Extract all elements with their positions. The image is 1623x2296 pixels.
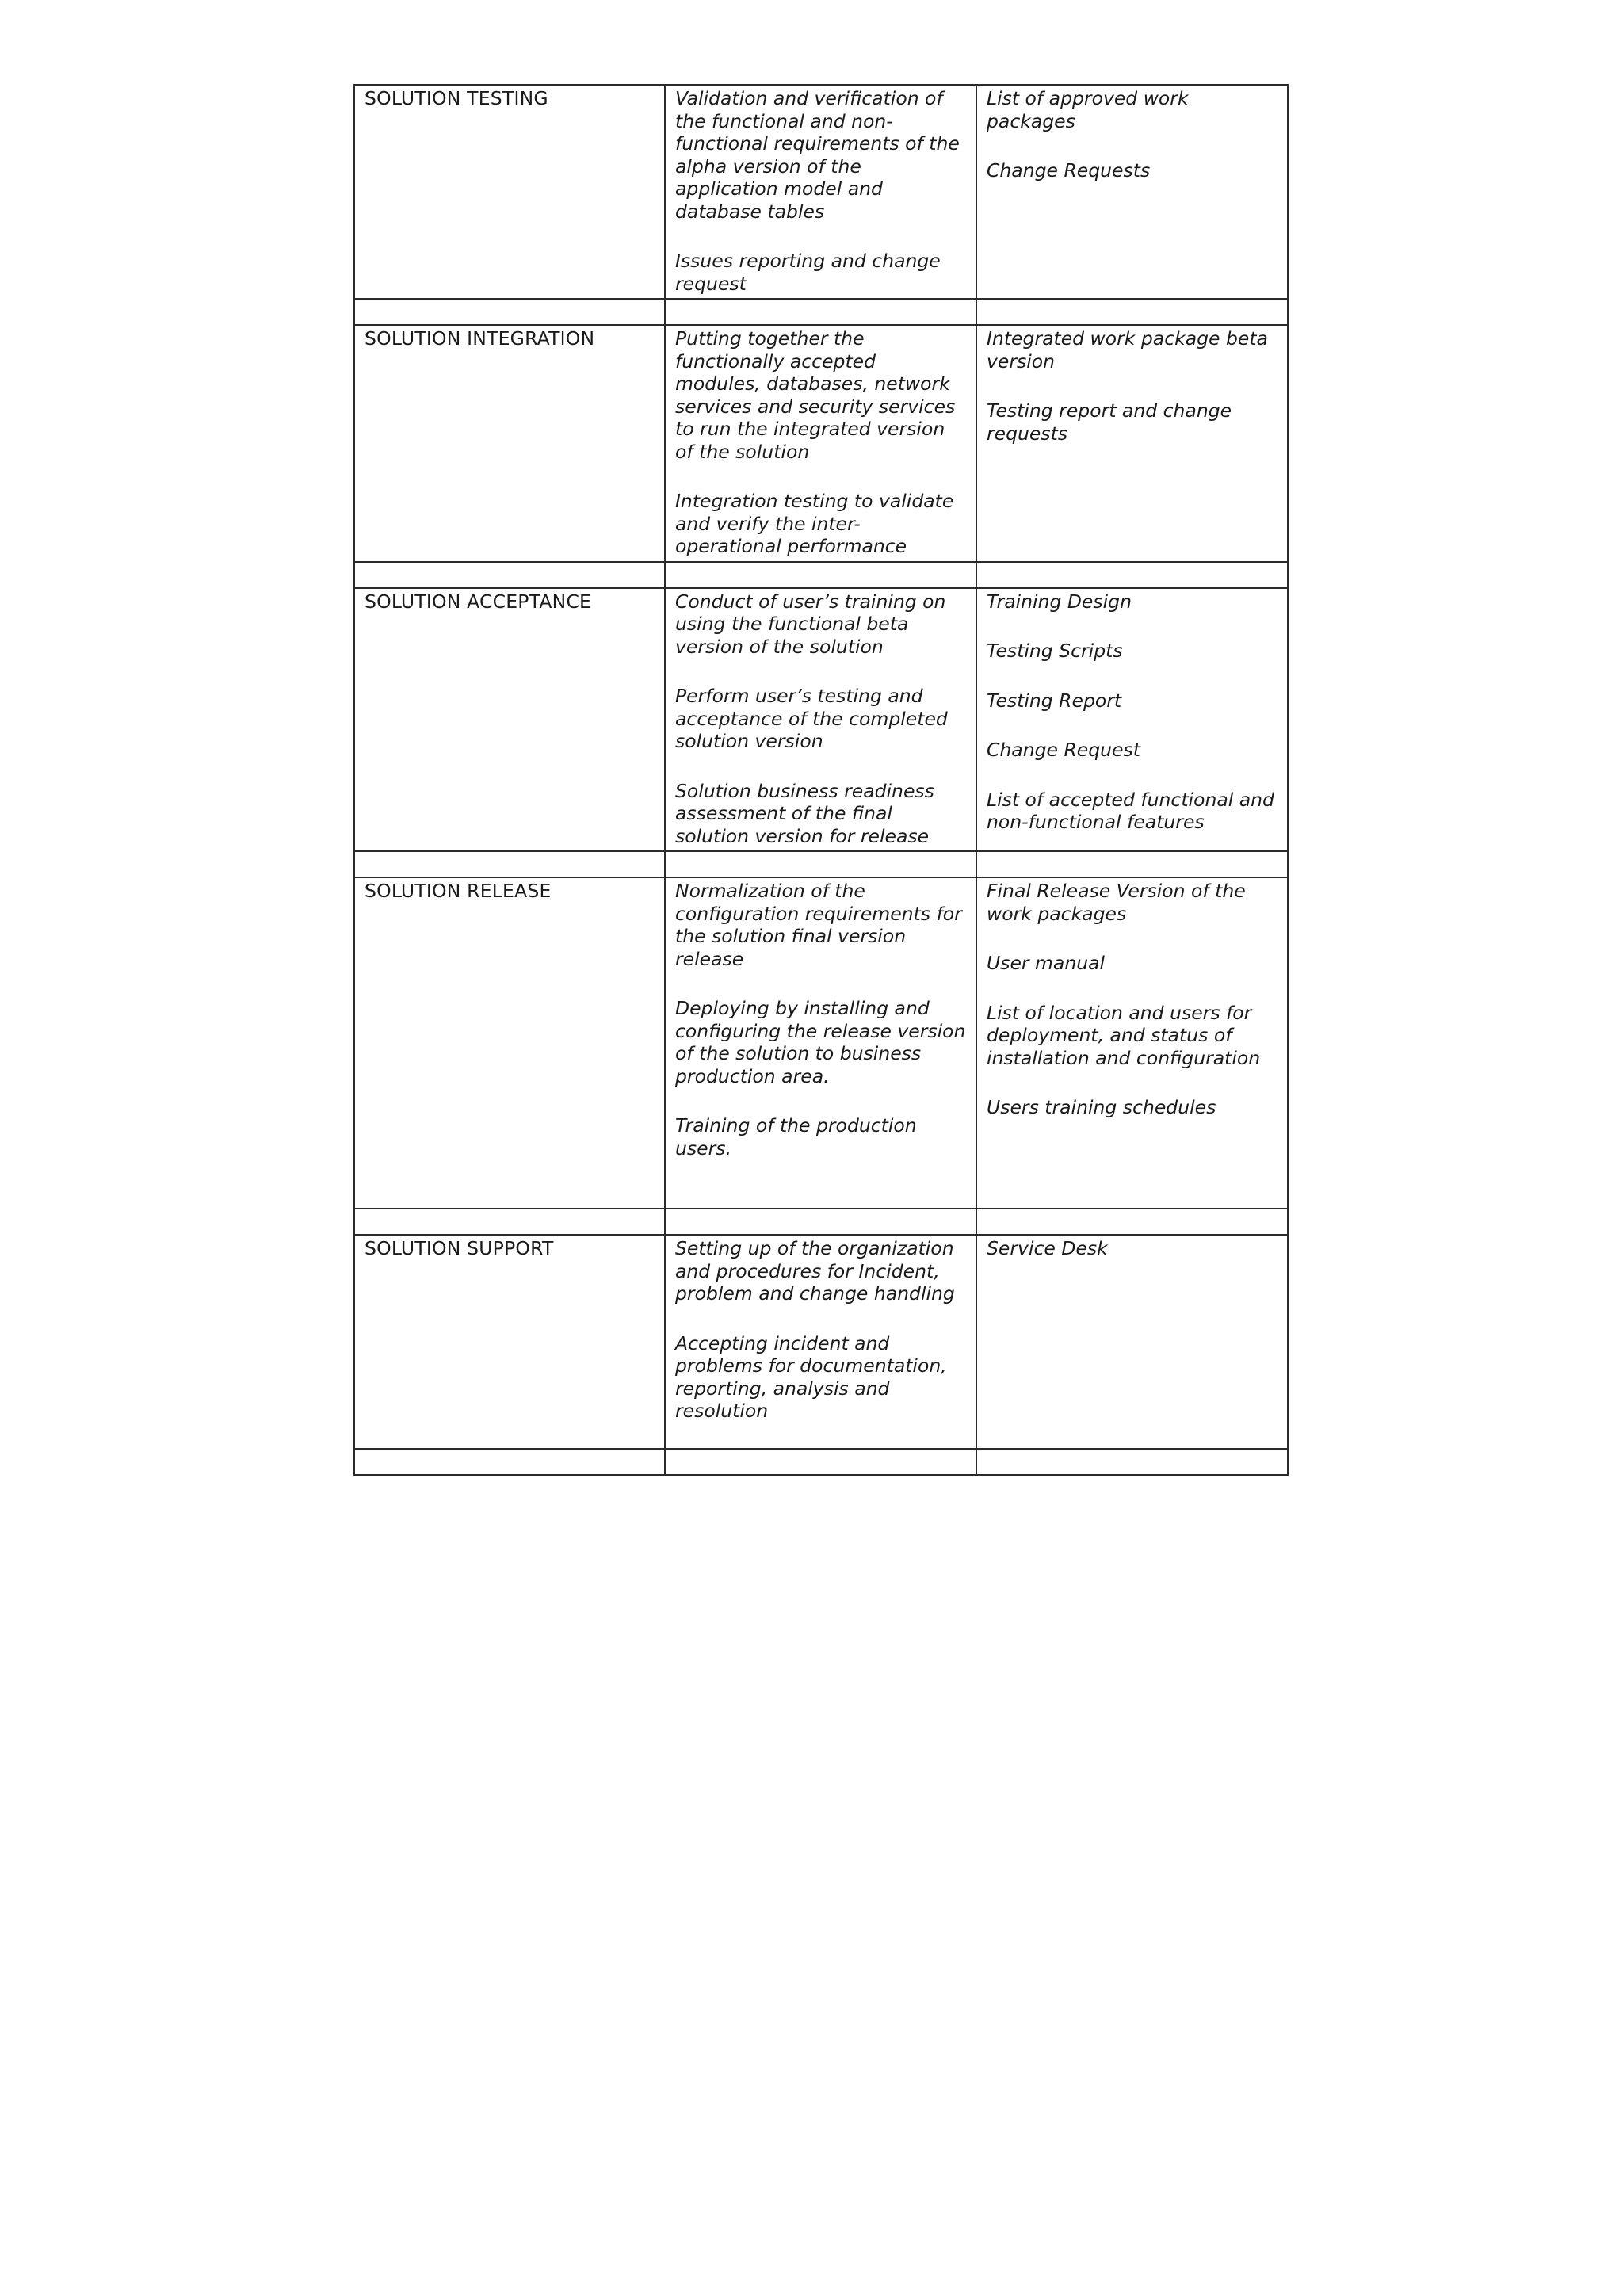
deliverable-item: Training Design	[987, 590, 1132, 613]
table-row-solution-testing	[354, 85, 1288, 299]
activity-item: Conduct of user’s training on using the functional beta version of the solution	[675, 590, 946, 658]
deliverables-cell	[976, 877, 1288, 1209]
activity-item: Solution business readiness assessment of the final solution version for release	[675, 779, 934, 847]
activity-item: Putting together the functionally accepted modules, databases, network services and security services to run the integrated version of the solution	[675, 327, 956, 463]
deliverable-item: Integrated work package beta version	[987, 327, 1268, 372]
spacer-row	[354, 851, 1288, 877]
activities-cell	[665, 588, 976, 852]
phase-cell	[354, 588, 665, 852]
deliverable-item: Final Release Version of the work packages	[987, 880, 1246, 925]
activity-item: Training of the production users.	[675, 1114, 917, 1159]
activity-item: Accepting incident and problems for documentation, reporting, analysis and resolution	[675, 1331, 947, 1422]
phase-name: SOLUTION ACCEPTANCE	[365, 590, 592, 613]
deliverables-cell	[976, 325, 1288, 562]
spacer-row	[354, 1449, 1288, 1475]
table-row-solution-release	[354, 877, 1288, 1209]
activity-item: Integration testing to validate and verify the inter-operational performance	[675, 490, 954, 557]
deliverable-item: Service Desk	[987, 1237, 1108, 1259]
phase-name: SOLUTION SUPPORT	[365, 1237, 554, 1259]
phase-cell	[354, 85, 665, 299]
activity-item: Validation and verification of the functional and non-functional requirements of the alpha version of the application model and database tables	[675, 87, 960, 223]
phase-name: SOLUTION INTEGRATION	[365, 327, 595, 350]
deliverable-item: Testing report and change requests	[987, 399, 1232, 445]
deliverable-item: Testing Scripts	[987, 640, 1123, 662]
spacer-row	[354, 562, 1288, 588]
deliverables-cell	[976, 1235, 1288, 1449]
deliverable-item: Change Request	[987, 739, 1140, 761]
activity-item: Setting up of the organization and procedures for Incident, problem and change handling	[675, 1237, 955, 1305]
deliverable-item: List of accepted functional and non-functional features	[987, 788, 1274, 833]
deliverable-item: List of location and users for deployment, and status of installation and configuration	[987, 1001, 1261, 1069]
phase-name: SOLUTION RELEASE	[365, 880, 552, 902]
phase-name: SOLUTION TESTING	[365, 87, 548, 109]
activity-item: Perform user’s testing and acceptance of the completed solution version	[675, 685, 948, 752]
activities-cell	[665, 325, 976, 562]
activities-cell	[665, 1235, 976, 1449]
phase-cell	[354, 877, 665, 1209]
deliverable-item: User manual	[987, 952, 1106, 974]
deliverable-item: Testing Report	[987, 689, 1122, 712]
table-row-solution-acceptance	[354, 588, 1288, 852]
spacer-row	[354, 299, 1288, 325]
table-row-solution-integration	[354, 325, 1288, 562]
activities-cell	[665, 85, 976, 299]
deliverables-cell	[976, 588, 1288, 852]
table-row-solution-support	[354, 1235, 1288, 1449]
phase-cell	[354, 1235, 665, 1449]
phase-cell	[354, 325, 665, 562]
deliverable-item: Users training schedules	[987, 1096, 1216, 1118]
activity-item: Issues reporting and change request	[675, 250, 941, 295]
deliverables-cell	[976, 85, 1288, 299]
activity-item: Normalization of the configuration requirements for the solution final version release	[675, 880, 962, 970]
deliverable-item: Change Requests	[987, 159, 1151, 181]
deliverable-item: List of approved work packages	[987, 87, 1189, 132]
solution-phases-table	[353, 84, 1289, 1476]
spacer-row	[354, 1209, 1288, 1235]
activity-item: Deploying by installing and configuring the release version of the solution to business production area.	[675, 997, 966, 1087]
activities-cell	[665, 877, 976, 1209]
